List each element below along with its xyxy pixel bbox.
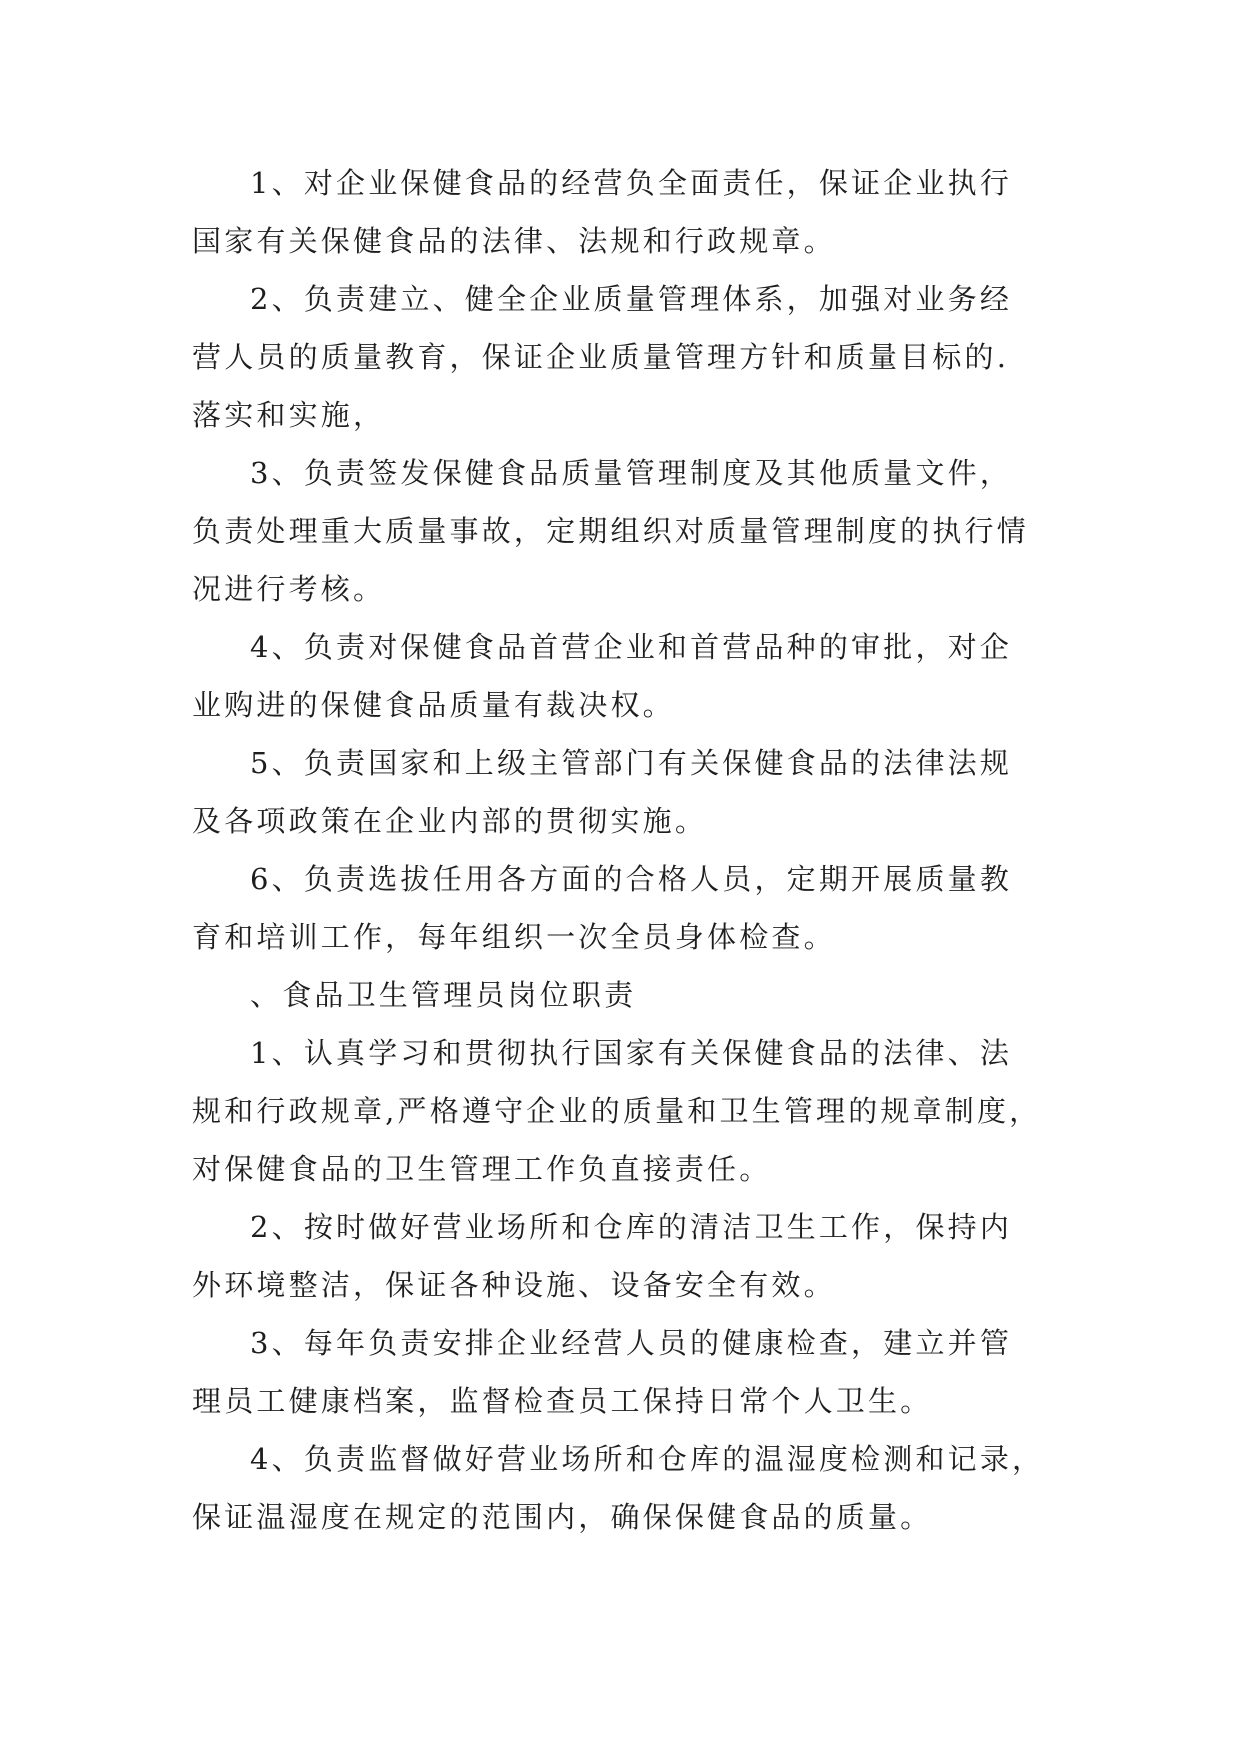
paragraph-line: 2、负责建立、健全企业质量管理体系，加强对业务经 [250, 282, 1013, 316]
paragraph-line: 1、认真学习和贯彻执行国家有关保健食品的法律、法 [250, 1036, 1013, 1070]
paragraph-line: 1、对企业保健食品的经营负全面责任，保证企业执行 [250, 166, 1013, 200]
paragraph-line: 国家有关保健食品的法律、法规和行政规章。 [192, 224, 836, 258]
paragraph-line: 保证温湿度在规定的范围内，确保保健食品的质量。 [192, 1500, 933, 1534]
document-body [192, 154, 1052, 1546]
paragraph-line: 3、负责签发保健食品质量管理制度及其他质量文件， [250, 456, 1013, 490]
section-heading: 、食品卫生管理员岗位职责 [250, 978, 637, 1012]
paragraph-line: 2、按时做好营业场所和仓库的清洁卫生工作，保持内 [250, 1210, 1013, 1244]
paragraph-line: 对保健食品的卫生管理工作负直接责任。 [192, 1152, 772, 1186]
paragraph-line: 理员工健康档案，监督检查员工保持日常个人卫生。 [192, 1384, 933, 1418]
paragraph-line: 外环境整洁，保证各种设施、设备安全有效。 [192, 1268, 836, 1302]
paragraph-line: 负责处理重大质量事故，定期组织对质量管理制度的执行情 [192, 514, 1029, 548]
paragraph-line: 6、负责选拔任用各方面的合格人员，定期开展质量教 [250, 862, 1013, 896]
paragraph-line: 规和行政规章,严格遵守企业的质量和卫生管理的规章制度， [192, 1094, 1042, 1128]
paragraph-line: 业购进的保健食品质量有裁决权。 [192, 688, 675, 722]
paragraph-line: 5、负责国家和上级主管部门有关保健食品的法律法规 [250, 746, 1013, 780]
paragraph-line: 况进行考核。 [192, 572, 386, 606]
paragraph-line: 营人员的质量教育，保证企业质量管理方针和质量目标的. [192, 340, 1010, 374]
paragraph-line: 及各项政策在企业内部的贯彻实施。 [192, 804, 708, 838]
paragraph-line: 落实和实施， [192, 398, 386, 432]
paragraph-line: 3、每年负责安排企业经营人员的健康检查，建立并管 [250, 1326, 1013, 1360]
paragraph-line: 4、负责监督做好营业场所和仓库的温湿度检测和记录， [250, 1442, 1045, 1476]
paragraph-line: 4、负责对保健食品首营企业和首营品种的审批，对企 [250, 630, 1013, 664]
paragraph-line: 育和培训工作，每年组织一次全员身体检查。 [192, 920, 836, 954]
